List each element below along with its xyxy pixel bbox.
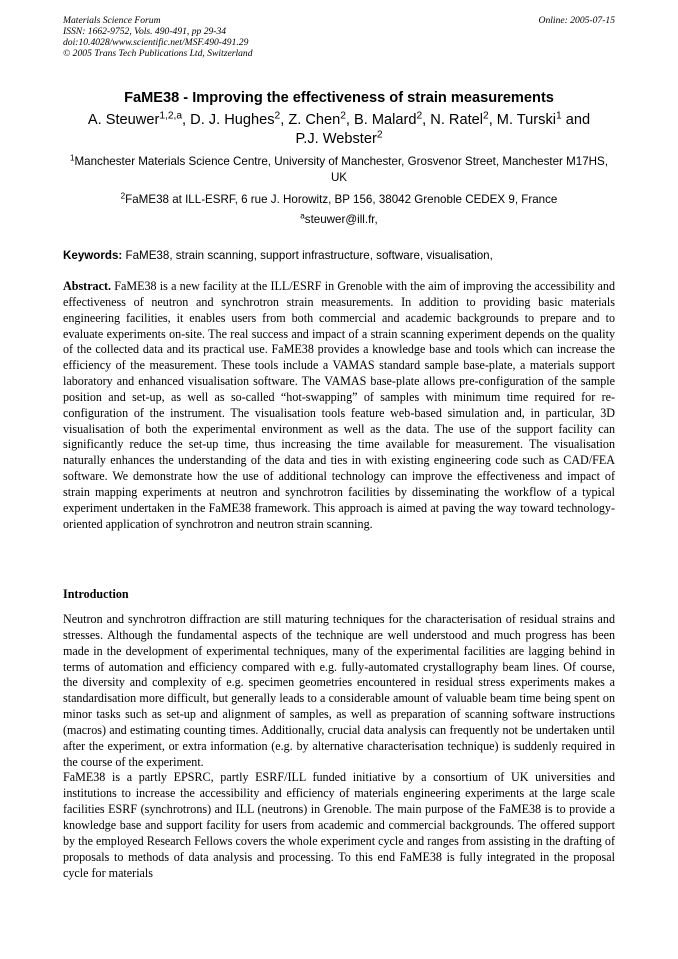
author-email: $^a$steuwer@ill.fr,: [300, 211, 378, 226]
introduction-body: [63, 612, 615, 881]
paragraph: Neutron and synchrotron diffraction are still maturing techniques for the characterisation of residual strains and stresses. Although the fundamental aspects of the technique are well understood and much progress has been made in the development of experimental techniques, many of the experimental facilities are lagging behind in terms of automation and efficiency compared with e.g. fully-automated crystallography beam lines. Of course, the diversity and complexity of e.g. specimen geometries encountered in residual stress experiments makes a standardisation more difficult, but generally leads to a considerable amount of valuable beam time being spent on minor tasks such as set-up and alignment of samples, as well as preparation of scanning software instructions (macros) and estimating counting times. Additionally, crucial data analysis can frequently not be undertaken until after the experiment, or extra information (e.g. by alternative characterisation technique) is suddenly required in the course of the experiment.: [63, 612, 615, 769]
keywords: [63, 248, 615, 263]
affiliation-2: $^2$FaME38 at ILL-ESRF, 6 rue J. Horowitz, BP 156, 38042 Grenoble CEDEX 9, France: [120, 191, 558, 206]
author: D. J. Hughes$^2$,: [190, 110, 289, 128]
journal-name: Materials Science Forum: [63, 15, 161, 26]
author: A. Steuwer$^{1,2,a}$,: [87, 110, 191, 128]
author: P.J. Webster$^2$: [295, 129, 383, 147]
author: M. Turski$^1$ and: [496, 110, 591, 128]
abstract-label: Abstract.: [63, 279, 112, 293]
affiliation-1: $^1$Manchester Materials Science Centre, University of Manchester, Grosvenor Street, Manchester M17HS, UK: [69, 153, 609, 184]
paper-title: FaME38 - Improving the effectiveness of strain measurements: [124, 90, 554, 106]
journal-header: [63, 15, 253, 59]
keywords-label: Keywords:: [63, 249, 123, 262]
journal-issn: ISSN: 1662-9752, Vols. 490-491, pp 29-34: [63, 26, 227, 37]
journal-copyright: © 2005 Trans Tech Publications Ltd, Switzerland: [63, 48, 253, 59]
author: B. Malard$^2$,: [354, 110, 431, 128]
journal-doi: doi:10.4028/www.scientific.net/MSF.490-491.29: [63, 37, 249, 48]
abstract: [63, 279, 615, 533]
section-heading: Introduction: [63, 587, 129, 601]
paragraph: FaME38 is a partly EPSRC, partly ESRF/ILL funded initiative by a consortium of UK universities and institutions to increase the accessibility and efficiency of materials engineering experiments at the large scale facilities ESRF (synchrotrons) and ILL (neutrons) in Grenoble. The main purpose of the FaME38 is to provide a knowledge base and support facility for users from academic and commercial backgrounds. The offered support by the employed Research Fellows covers the whole experiment cycle and ranges from assisting in the drafting of proposals to methods of data analysis and processing. To this end FaME38 is fully integrated in the proposal cycle for materials: [63, 770, 615, 880]
abstract-text: FaME38 is a new facility at the ILL/ESRF in Grenoble with the aim of improving the accessibility and effectiveness of neutron and synchrotron strain measurements. In addition to providing basic materials engineering facilities, it enables users from both commercial and academic backgrounds to prepare and to evaluate experiments on-site. The real success and impact of a strain scanning experiment depends on the quality of the collected data and its practical use. FaME38 provides a knowledge base and tools which can increase the efficiency of the measurement. These tools include a VAMAS standard sample base-plate, a materials support laboratory and enhanced visualisation software. The VAMAS base-plate allows pre-configuration of the sample position and set-up, as well as so-called “hot-swapping” of samples with minimum time required for re-configuration of the instrument. The visualisation tools feature web-based simulation and, in particular, 3D visualisation of both the experimental environment as well as the data. The use of the support facility can significantly reduce the set-up time, thus increasing the time available for measurement. The visualisation naturally enhances the understanding of the data and ties in with existing engineering code such as CAD/FEA software. We demonstrate how the use of additional technology can improve the effectiveness and impact of strain mapping experiments at neutron and synchrotron facilities by disseminating the workflow of a typical experiment undertaken in the FaME38 framework. This approach is aimed at paving the way toward technology-oriented application of synchrotron and neutron strain scanning.: [63, 279, 615, 531]
author: Z. Chen$^2$,: [288, 110, 355, 128]
keywords-text: FaME38, strain scanning, support infrastructure, software, visualisation,: [122, 249, 493, 262]
author: N. Ratel$^2$,: [430, 110, 497, 128]
author-list: [63, 111, 615, 149]
online-date: Online: 2005-07-15: [538, 15, 615, 26]
